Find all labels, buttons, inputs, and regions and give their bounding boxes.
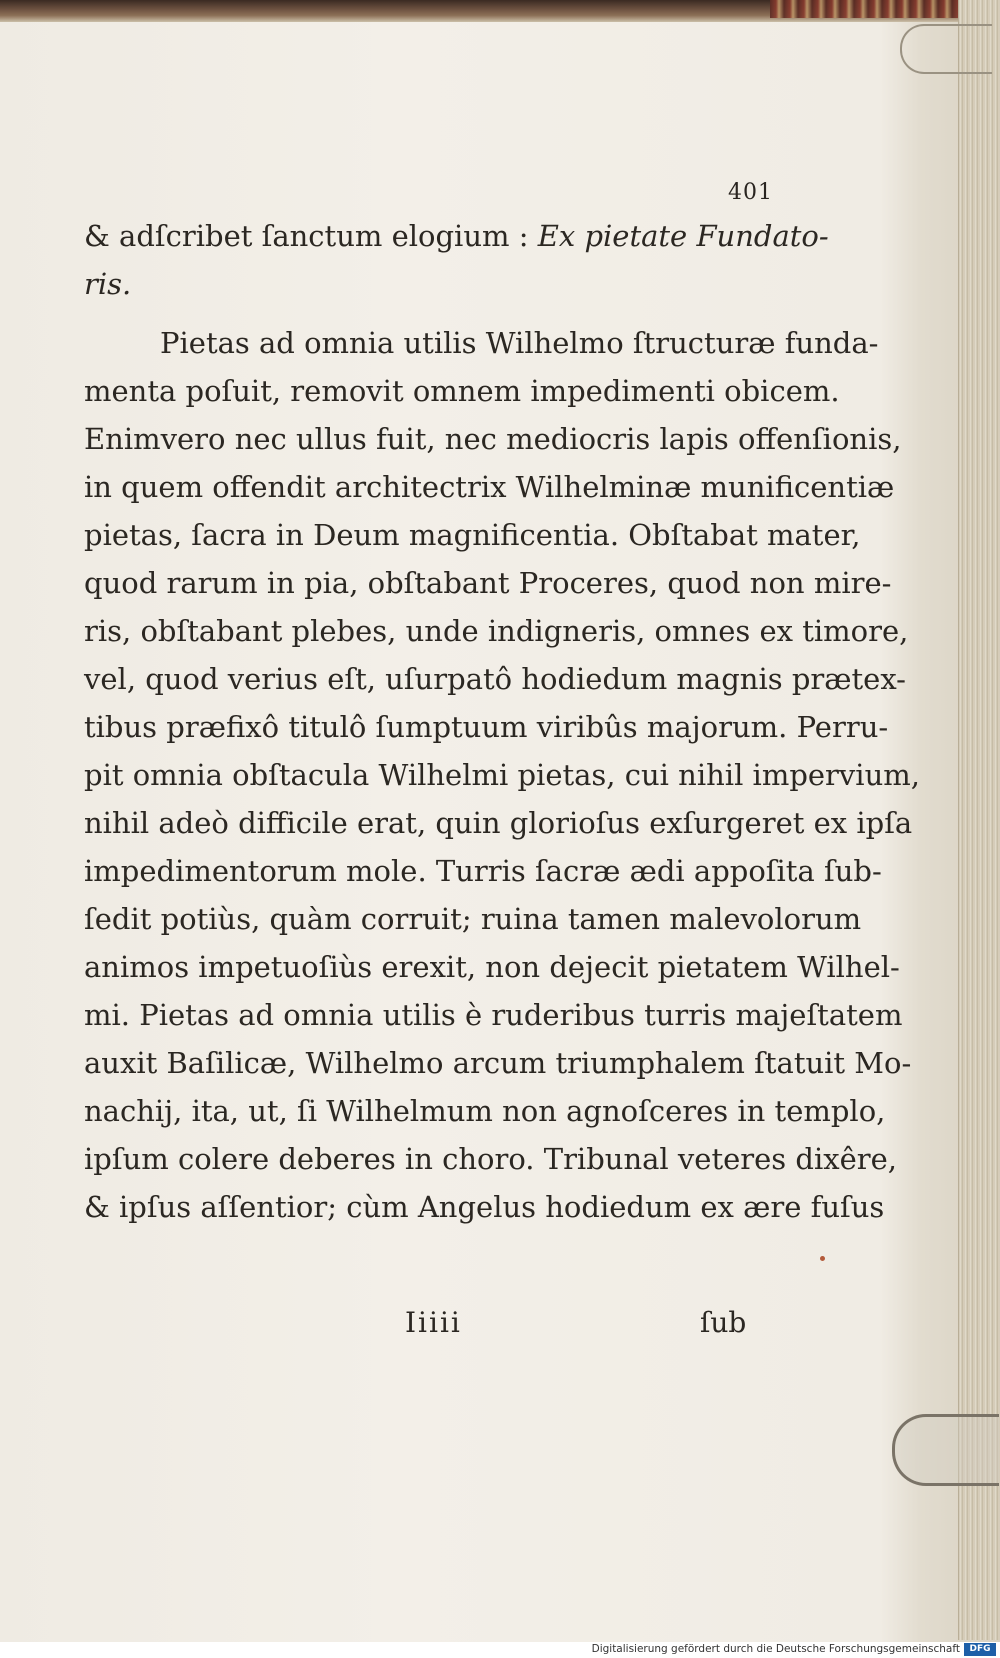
text-line	[84, 1093, 886, 1129]
book-fore-edge	[958, 0, 1000, 1640]
body-text: & ipſus aſſentior; cùm Angelus hodiedum ex ære fuſus	[84, 1190, 885, 1224]
body-text: vel, quod verius eſt, uſurpatô hodiedum magnis prætex-	[84, 662, 906, 696]
body-text: & adſcribet ſanctum elogium :	[84, 219, 538, 253]
body-text: menta poſuit, removit omnem impedimenti obicem.	[84, 374, 840, 408]
text-line	[84, 373, 840, 409]
text-line	[84, 949, 900, 985]
body-text: pit omnia obſtacula Wilhelmi pietas, cui nihil impervium,	[84, 758, 920, 792]
text-line	[84, 1141, 897, 1177]
text-line	[160, 325, 879, 361]
body-text: Enimvero nec ullus fuit, nec mediocris lapis offenſionis,	[84, 422, 902, 456]
text-line	[84, 266, 802, 302]
book-page	[0, 22, 958, 1642]
text-line	[84, 661, 906, 697]
text-line	[84, 469, 895, 505]
text-line	[84, 901, 862, 937]
body-text: auxit Baſilicæ, Wilhelmo arcum triumphalem ſtatuit Mo-	[84, 1046, 912, 1080]
text-line	[84, 517, 861, 553]
body-text: Pietas ad omnia utilis Wilhelmo ſtructuræ funda-	[160, 326, 879, 360]
text-line	[84, 218, 829, 254]
page-number: 401	[728, 180, 773, 205]
text-line	[84, 421, 902, 457]
text-line	[84, 565, 892, 601]
body-text: pietas, ſacra in Deum magnificentia. Obſtabat mater,	[84, 518, 861, 552]
footer-credit: Digitalisierung gefördert durch die Deutsche Forschungsgemeinschaft	[591, 1643, 960, 1655]
italic-text: Ex pietate Fundato-	[537, 219, 829, 253]
text-line	[84, 1189, 885, 1225]
text-line	[84, 853, 882, 889]
italic-text: ris.	[84, 267, 132, 301]
catchword: ſub	[700, 1306, 747, 1339]
text-line	[84, 1045, 912, 1081]
text-line	[84, 613, 909, 649]
text-line	[84, 805, 913, 841]
body-text: nihil adeò difficile erat, quin glorioſus exſurgeret ex ipſa	[84, 806, 913, 840]
body-text: tibus præfixô titulô ſumptuum viribûs majorum. Perru-	[84, 710, 889, 744]
body-text: mi. Pietas ad omnia utilis è ruderibus turris majeſtatem	[84, 998, 903, 1032]
text-line	[84, 757, 920, 793]
body-text: nachij, ita, ut, ſi Wilhelmum non agnoſceres in templo,	[84, 1094, 886, 1128]
body-text: ris, obſtabant plebes, unde indigneris, omnes ex timore,	[84, 614, 909, 648]
text-line	[84, 709, 889, 745]
text-line	[84, 997, 903, 1033]
body-text: ipſum colere deberes in choro. Tribunal veteres dixêre,	[84, 1142, 897, 1176]
body-text: impedimentorum mole. Turris ſacræ ædi appoſita ſub-	[84, 854, 882, 888]
ink-spot	[820, 1256, 825, 1261]
body-text: animos impetuoſiùs erexit, non dejecit pietatem Wilhel-	[84, 950, 900, 984]
body-text: quod rarum in pia, obſtabant Proceres, quod non mire-	[84, 566, 892, 600]
signature-mark: Iiiii	[405, 1306, 462, 1339]
body-text: in quem offendit architectrix Wilhelminæ munificentiæ	[84, 470, 895, 504]
dfg-logo-icon: DFG	[964, 1643, 996, 1656]
body-text: ſedit potiùs, quàm corruit; ruina tamen malevolorum	[84, 902, 862, 936]
